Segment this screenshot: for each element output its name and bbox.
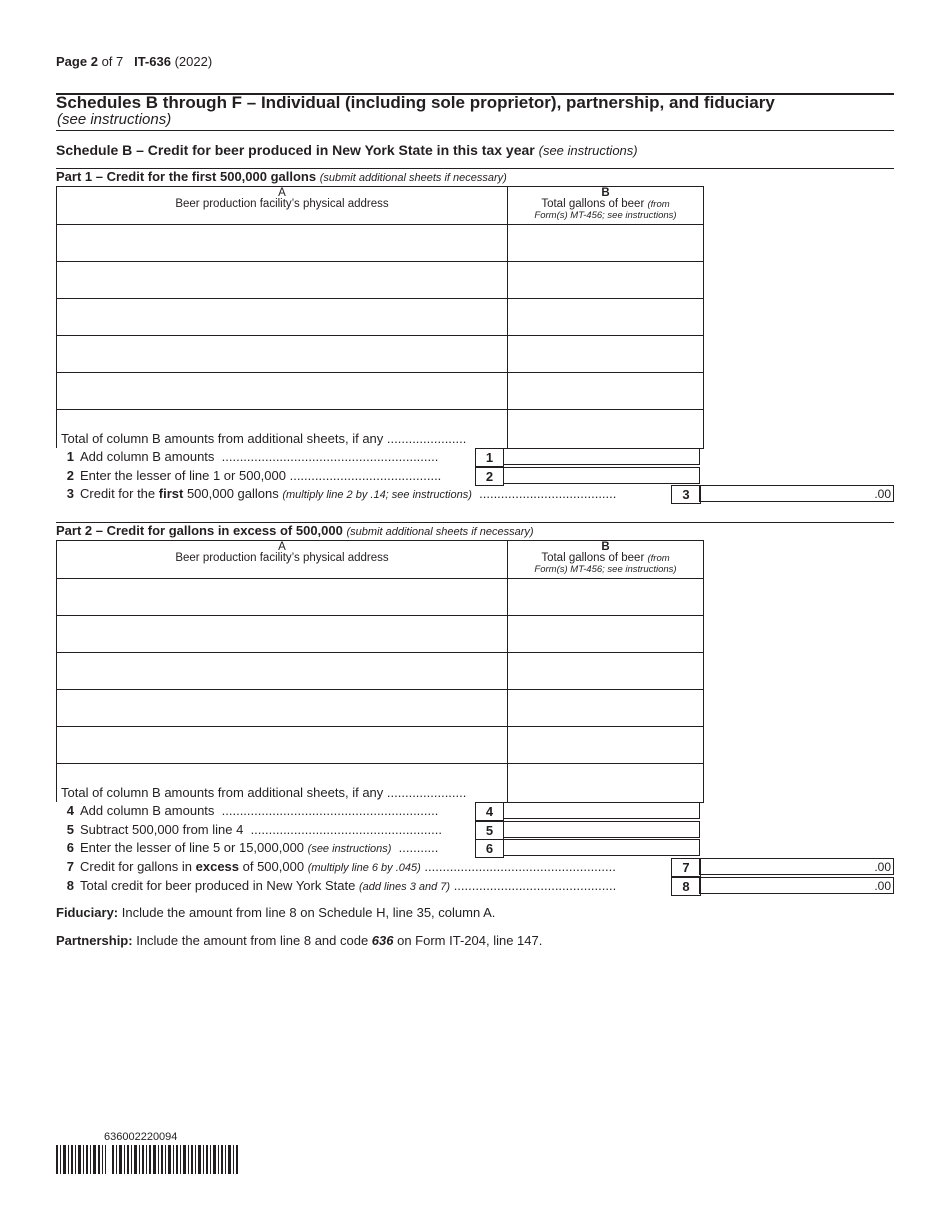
line-7-box: 7 [671,858,701,877]
line-text-bold: first [158,486,184,501]
part1-gallons-input[interactable] [508,262,704,299]
dots: .......................................... [289,468,442,483]
part1-address-input[interactable] [57,336,508,373]
line-text: Enter the lesser of line 1 or 500,000 [80,468,286,483]
part2-col-b-header [508,541,704,579]
form-id: IT-636 [134,54,171,69]
fiduciary-label: Fiduciary: [56,905,119,920]
part2-title [56,523,534,538]
line-2 [56,467,441,485]
cents: .00 [874,487,891,501]
part2-address-input[interactable] [57,616,508,653]
cents: .00 [874,860,891,874]
dots: ............................................. [453,878,617,893]
schedules-rule [56,130,894,131]
part2-total-text: Total of column B amounts from additional sheets, if any [61,785,384,800]
line-number: 2 [66,468,74,483]
line-3-box: 3 [671,485,701,504]
part1-title-text: Part 1 – Credit for the first 500,000 gallons [56,169,317,184]
page-word: Page [56,54,88,69]
line-text: Subtract 500,000 from line 4 [80,822,244,837]
fiduciary-text: Include the amount from line 8 on Schedule H, line 35, column A. [121,905,496,920]
line-2-amount[interactable] [503,467,700,484]
partnership-text: on Form IT-204, line 147. [393,933,543,948]
partnership-note [56,933,542,948]
part2-title-text: Part 2 – Credit for gallons in excess of 500,000 [56,523,343,538]
partnership-text: Include the amount from line 8 and code [136,933,372,948]
form-year: (2022) [174,54,213,69]
part2-title-note: (submit additional sheets if necessary) [346,526,534,538]
part1-title [56,169,507,184]
cents: .00 [874,879,891,893]
line-5 [56,821,442,839]
col-b-label: Total gallons of beer [541,552,645,564]
dots: ........... [398,840,439,855]
line-5-amount[interactable] [503,821,700,838]
col-a-label: Beer production facility’s physical address [175,552,389,564]
part1-title-note: (submit additional sheets if necessary) [319,172,507,184]
part1-gallons-input[interactable] [508,336,704,373]
dots: ............................................................ [221,803,439,818]
line-6 [56,839,438,857]
col-b-letter: B [601,541,610,553]
col-b-note1: (from [647,199,670,210]
part1-gallons-input[interactable] [508,225,704,262]
part2-gallons-input[interactable] [508,616,704,653]
part2-col-a-header [57,541,508,579]
part1-address-input[interactable] [57,299,508,336]
schedule-b-title-text: Schedule B – Credit for beer produced in New York State in this tax year [56,142,535,158]
line-note: (multiply line 6 by .045) [307,862,421,874]
part1-total-input[interactable] [508,410,704,449]
page-header [56,54,212,69]
dots: ..................................................... [424,859,616,874]
part1-table [56,186,704,449]
line-3-amount[interactable] [699,485,894,502]
barcode [56,1145,238,1174]
part2-gallons-input[interactable] [508,690,704,727]
line-text: 500,000 gallons [183,486,283,501]
line-number: 3 [66,486,74,501]
part1-total-label [57,410,508,449]
line-number: 1 [66,449,74,464]
col-b-label: Total gallons of beer [541,198,645,210]
col-a-letter: A [278,541,286,553]
line-2-box: 2 [475,467,504,486]
partnership-label: Partnership: [56,933,133,948]
line-3 [56,485,616,503]
schedules-subtitle: (see instructions) [57,111,172,128]
line-text: Credit for gallons in [80,859,196,874]
page-of: of 7 [101,54,124,69]
col-a-letter: A [278,187,286,199]
col-b-letter: B [601,187,610,199]
line-1-box: 1 [475,448,504,467]
line-5-box: 5 [475,821,504,840]
line-4-box: 4 [475,802,504,821]
part1-col-a-header [57,187,508,225]
part1-address-input[interactable] [57,373,508,410]
part1-address-input[interactable] [57,262,508,299]
part2-gallons-input[interactable] [508,579,704,616]
col-b-note2: Form(s) MT-456; see instructions) [534,210,677,221]
line-7-amount[interactable] [699,858,894,875]
part2-total-input[interactable] [508,764,704,803]
line-text: Add column B amounts [80,803,215,818]
col-a-label: Beer production facility’s physical address [175,198,389,210]
line-8 [56,877,616,895]
line-text-bold: excess [195,859,240,874]
part2-address-input[interactable] [57,690,508,727]
col-b-note2: Form(s) MT-456; see instructions) [534,564,677,575]
line-6-amount[interactable] [503,839,700,856]
dots: ..................................................... [250,822,442,837]
line-number: 4 [66,803,74,818]
line-note: (multiply line 2 by .14; see instructions) [282,489,472,501]
line-number: 6 [66,840,74,855]
dots: ............................................................ [221,449,439,464]
barcode-number: 636002220094 [104,1131,178,1143]
line-text: of 500,000 [239,859,308,874]
dots: ...................................... [479,486,617,501]
line-note: (see instructions) [307,843,392,855]
part1-col-b-header [508,187,704,225]
line-note: (add lines 3 and 7) [358,881,451,893]
part2-gallons-input[interactable] [508,653,704,690]
line-number: 5 [66,822,74,837]
part2-total-label [57,764,508,803]
line-4-amount[interactable] [503,802,700,819]
line-4 [56,802,438,820]
line-text: Credit for the [80,486,159,501]
schedules-title: Schedules B through F – Individual (including sole proprietor), partnership, and fiduciary [56,93,775,112]
line-text: Add column B amounts [80,449,215,464]
dots: ...................... [386,785,467,800]
line-6-box: 6 [475,839,504,858]
line-1-amount[interactable] [503,448,700,465]
part1-total-text: Total of column B amounts from additional sheets, if any [61,431,384,446]
line-7 [56,858,616,876]
part2-address-input[interactable] [57,579,508,616]
dots: ...................... [386,431,467,446]
schedule-b-title [56,142,638,158]
line-1 [56,448,438,466]
part2-table [56,540,704,803]
part1-gallons-input[interactable] [508,299,704,336]
part2-address-input[interactable] [57,727,508,764]
line-8-amount[interactable] [699,877,894,894]
part1-gallons-input[interactable] [508,373,704,410]
line-text: Total credit for beer produced in New York State [80,878,359,893]
schedule-b-title-note: (see instructions) [538,143,638,158]
partnership-code: 636 [371,933,394,948]
line-8-box: 8 [671,877,701,896]
part2-address-input[interactable] [57,653,508,690]
part2-gallons-input[interactable] [508,727,704,764]
fiduciary-note [56,905,495,920]
line-number: 7 [66,859,74,874]
page-number: 2 [90,54,98,69]
part1-address-input[interactable] [57,225,508,262]
line-text: Enter the lesser of line 5 or 15,000,000 [80,840,308,855]
col-b-note1: (from [647,553,670,564]
line-number: 8 [66,878,74,893]
